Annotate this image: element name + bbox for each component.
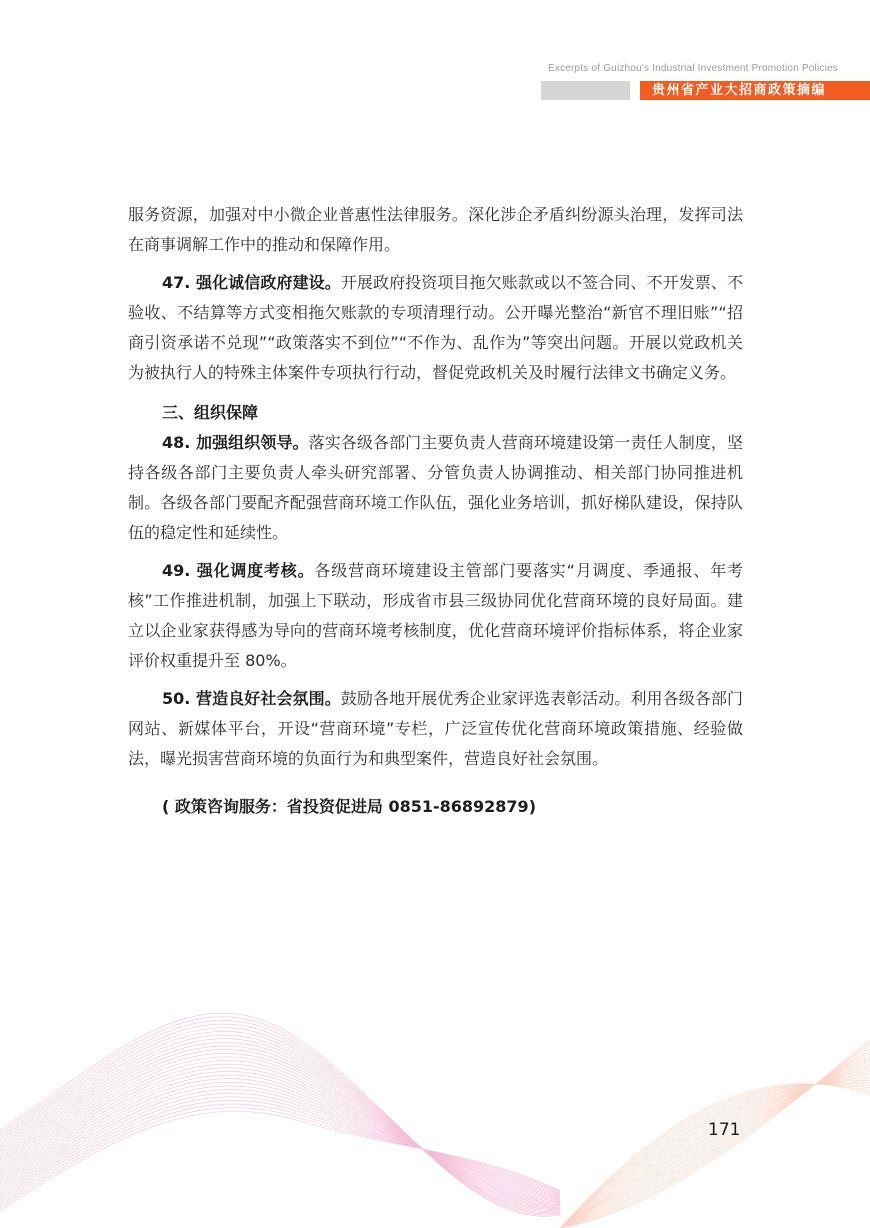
item-50-heading: 50. 营造良好社会氛围。 [162,689,341,708]
page-number: 171 [708,1120,741,1140]
item-47-heading: 47. 强化诚信政府建设。 [162,273,341,292]
item-49-text: 各级营商环境建设主管部门要落实“月调度、季通报、年考核”工作推进机制，加强上下联动，形成省市县三级协同优化营商环境的良好局面。建立以企业家获得感为导向的营商环境考核制度，优化营商环境评价指标体系，将企业家评价权重提升至 80%。 [128,561,744,670]
item-48-text: 落实各级各部门主要负责人营商环境建设第一责任人制度，坚持各级各部门主要负责人牵头研究部署、分管负责人协调推动、相关部门协同推进机制。各级各部门要配齐配强营商环境工作队伍，强化业务培训，抓好梯队建设，保持队伍的稳定性和延续性。 [128,433,743,542]
decorative-wave-lines [0,980,870,1228]
item-47-text: 开展政府投资项目拖欠账款或以不签合同、不开发票、不验收、不结算等方式变相拖欠账款的专项清理行动。公开曝光整治“新官不理旧账”“招商引资承诺不兑现”“政策落实不到位”“不作为、乱作为”等突出问题。开展以党政机关为被执行人的特殊主体案件专项执行行动，督促党政机关及时履行法律文书确定义务。 [128,273,743,382]
peach-wave-line [560,1078,870,1228]
policy-contact: ( 政策咨询服务：省投资促进局 0851-86892879) [162,797,537,816]
pink-wave-line [0,1097,560,1199]
item-49-paragraph [128,556,743,676]
peach-wave-line [560,1066,870,1228]
peach-wave-line [560,1076,870,1228]
peach-wave-line [560,1069,870,1228]
section-title: 三、组织保障 [162,403,259,422]
header-gray-bar [541,81,630,100]
item-50-text: 鼓励各地开展优秀企业家评选表彰活动。利用各级各部门网站、新媒体平台，开设“营商环境”专栏，广泛宣传优化营商环境政策措施、经验做法，曝光损害营商环境的负面行为和典型案件，营造良好社会氛围。 [128,689,743,768]
continuation-paragraph: 服务资源，加强对中小微企业普惠性法律服务。深化涉企矛盾纠纷源头治理，发挥司法在商事调解工作中的推动和保障作用。 [128,205,743,254]
pink-wave-line [0,1104,560,1205]
item-47-paragraph [128,268,743,388]
pink-wave-line [0,1086,560,1197]
peach-wave-line [560,1081,870,1228]
page-body [128,200,743,830]
pink-wave-line [0,1111,560,1211]
pink-wave-line [0,1031,560,1210]
item-48-paragraph [128,428,743,548]
header-chinese-title: 贵州省产业大招商政策摘编 [640,81,870,100]
item-48-heading: 48. 加强组织领导。 [162,433,309,452]
item-50-paragraph [128,684,743,774]
header-english-title: Excerpts of Guizhou's Industrial Investment Promotion Policies [548,63,838,74]
item-49-heading: 49. 强化调度考核。 [162,561,315,580]
pink-wave-line [0,1050,560,1206]
